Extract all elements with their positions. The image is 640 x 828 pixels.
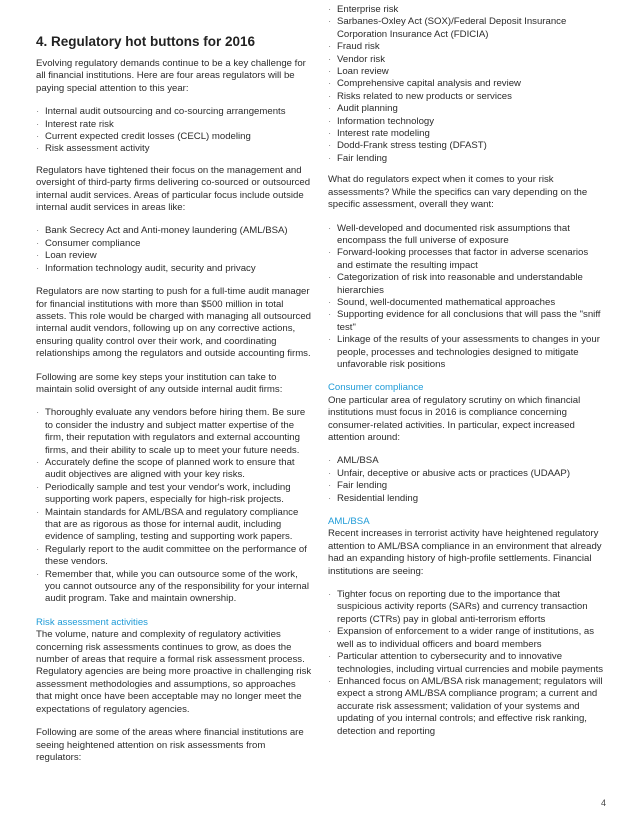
list-item: · Interest rate modeling — [328, 128, 604, 140]
list-item: · AML/BSA — [328, 455, 604, 467]
consumer-compliance-subheading: Consumer compliance — [328, 382, 424, 394]
list-item: · Well-developed and documented risk assumptions that encompass the full universe of exposure — [328, 223, 604, 248]
list-item: · Risk assessment activity — [36, 143, 312, 155]
list-item: · Supporting evidence for all conclusions that will pass the "sniff test" — [328, 309, 604, 334]
expectations-list — [328, 223, 604, 372]
list-item: · Residential lending — [328, 493, 604, 505]
consumer-compliance-paragraph: One particular area of regulatory scrutiny on which financial institutions must focus in 2016 is compliance concerning consumer-related activities. In particular, expect increased attention around: — [328, 394, 581, 443]
third-party-paragraph: Regulators have tightened their focus on the management and oversight of third-party firms delivering co-sourced or outsourced internal audit services. Areas of particular focus include outside internal audit services in areas like: — [36, 164, 311, 214]
list-item: · Unfair, deceptive or abusive acts or practices (UDAAP) — [328, 468, 604, 480]
list-item: · Audit planning — [328, 103, 604, 115]
list-item: · Sarbanes-Oxley Act (SOX)/Federal Deposit Insurance Corporation Insurance Act (FDICIA) — [328, 16, 604, 41]
list-item: · Periodically sample and test your vendor's work, including supporting work papers, especially for high-risk projects. — [36, 482, 312, 507]
risk-areas-intro-paragraph: Following are some of the areas where financial institutions are seeing heightened attention on risk assessments from regulators: — [36, 727, 304, 763]
list-item: · Risks related to new products or services — [328, 91, 604, 103]
list-item: · Comprehensive capital analysis and review — [328, 78, 604, 90]
list-item: · Enterprise risk — [328, 4, 604, 16]
list-item: · Loan review — [328, 66, 604, 78]
section-heading: 4. Regulatory hot buttons for 2016 — [36, 34, 256, 49]
list-item: · Loan review — [36, 250, 312, 262]
list-item: · Expansion of enforcement to a wider range of institutions, as well as to individual officers and board members — [328, 626, 604, 651]
steps-list — [36, 407, 312, 606]
list-item: · Thoroughly evaluate any vendors before hiring them. Be sure to consider the industry and subject matter expertise of the firm, their reputation with regulators and external accounting firms, and their ability to scale up to meet your future needs. — [36, 407, 312, 457]
list-item: · Dodd-Frank stress testing (DFAST) — [328, 140, 604, 152]
aml-items-list — [328, 589, 604, 738]
risk-assessment-paragraph: The volume, nature and complexity of regulatory activities concerning risk assessments continues to grow, as does the number of areas that require a formal risk assessment process. Regulatory agencies are being more proactive in challenging risk assessment methodologies and assumptions, so approaches that might once have been acceptable may no longer meet the expectations of regulatory agencies. — [36, 629, 312, 715]
list-item: · Information technology audit, security and privacy — [36, 263, 312, 275]
list-item: · Tighter focus on reporting due to the importance that suspicious activity reports (SARs) and currency transaction reports (CTRs) pay in global anti-terrorism efforts — [328, 589, 604, 626]
list-item: · Bank Secrecy Act and Anti-money laundering (AML/BSA) — [36, 225, 312, 237]
list-item: · Internal audit outsourcing and co-sourcing arrangements — [36, 106, 312, 118]
list-item: · Information technology — [328, 116, 604, 128]
list-item: · Fraud risk — [328, 41, 604, 53]
list-item: · Forward-looking processes that factor in adverse scenarios and estimate the resulting impact — [328, 247, 604, 272]
aml-bsa-paragraph: Recent increases in terrorist activity have heightened regulatory attention to AML/BSA compliance in an environment that already had an expanding history of high-profile settlements. Financial institutions are seeing: — [328, 528, 602, 577]
expectations-intro-paragraph: What do regulators expect when it comes to your risk assessments? While the specifics can vary depending on the specific assessment, overall they want: — [328, 174, 588, 211]
page-number: 4 — [600, 798, 606, 808]
list-item: · Linkage of the results of your assessments to changes in your people, processes and technologies designed to mitigate unfavorable risk positions — [328, 334, 604, 371]
steps-intro-paragraph: Following are some key steps your institution can take to maintain solid oversight of any outside internal audit firms: — [36, 371, 283, 395]
list-item: · Consumer compliance — [36, 238, 312, 250]
right-column — [328, 4, 604, 749]
list-item: · Sound, well-documented mathematical approaches — [328, 297, 604, 309]
intro-paragraph: Evolving regulatory demands continue to be a key challenge for all financial institutions. Here are four areas regulators will be paying special attention to this year: — [36, 58, 306, 94]
consumer-items-list — [328, 455, 604, 505]
list-item: · Maintain standards for AML/BSA and regulatory compliance that are as rigorous as those for internal audit, including evidence of sampling, testing and supporting work papers. — [36, 507, 312, 544]
third-party-list — [36, 225, 312, 275]
list-item: · Categorization of risk into reasonable and understandable hierarchies — [328, 272, 604, 297]
left-column — [36, 34, 312, 775]
risk-areas-list — [328, 4, 604, 165]
list-item: · Vendor risk — [328, 54, 604, 66]
list-item: · Current expected credit losses (CECL) modeling — [36, 131, 312, 143]
list-item: · Regularly report to the audit committee on the performance of these vendors. — [36, 544, 312, 569]
list-item: · Fair lending — [328, 480, 604, 492]
list-item: · Accurately define the scope of planned work to ensure that audit objectives are aligned with your key risks. — [36, 457, 312, 482]
list-item: · Particular attention to cybersecurity and to innovative technologies, including virtual currencies and mobile payments — [328, 651, 604, 676]
list-item: · Enhanced focus on AML/BSA risk management; regulators will expect a strong AML/BSA compliance program; a current and accurate risk assessment; validation of your systems and updating of you internal controls; and effective risk ranking, detection and reporting — [328, 676, 604, 738]
list-item: · Remember that, while you can outsource some of the work, you cannot outsource any of the responsibility for your internal audit program. Take and maintain ownership. — [36, 569, 312, 606]
list-item: · Interest rate risk — [36, 119, 312, 131]
areas-list — [36, 106, 312, 156]
risk-assessment-subheading: Risk assessment activities — [36, 616, 148, 628]
list-item: · Fair lending — [328, 153, 604, 165]
audit-manager-paragraph: Regulators are now starting to push for a full-time audit manager for financial institutions with more than $500 million in total assets. This role would be charged with managing all outsourced internal audit vendors, following up on any corrective actions, ensuring quality control over their work, and coordinating relationships among the regulators and outside accounting firms. — [36, 286, 312, 360]
aml-bsa-subheading: AML/BSA — [328, 516, 370, 528]
